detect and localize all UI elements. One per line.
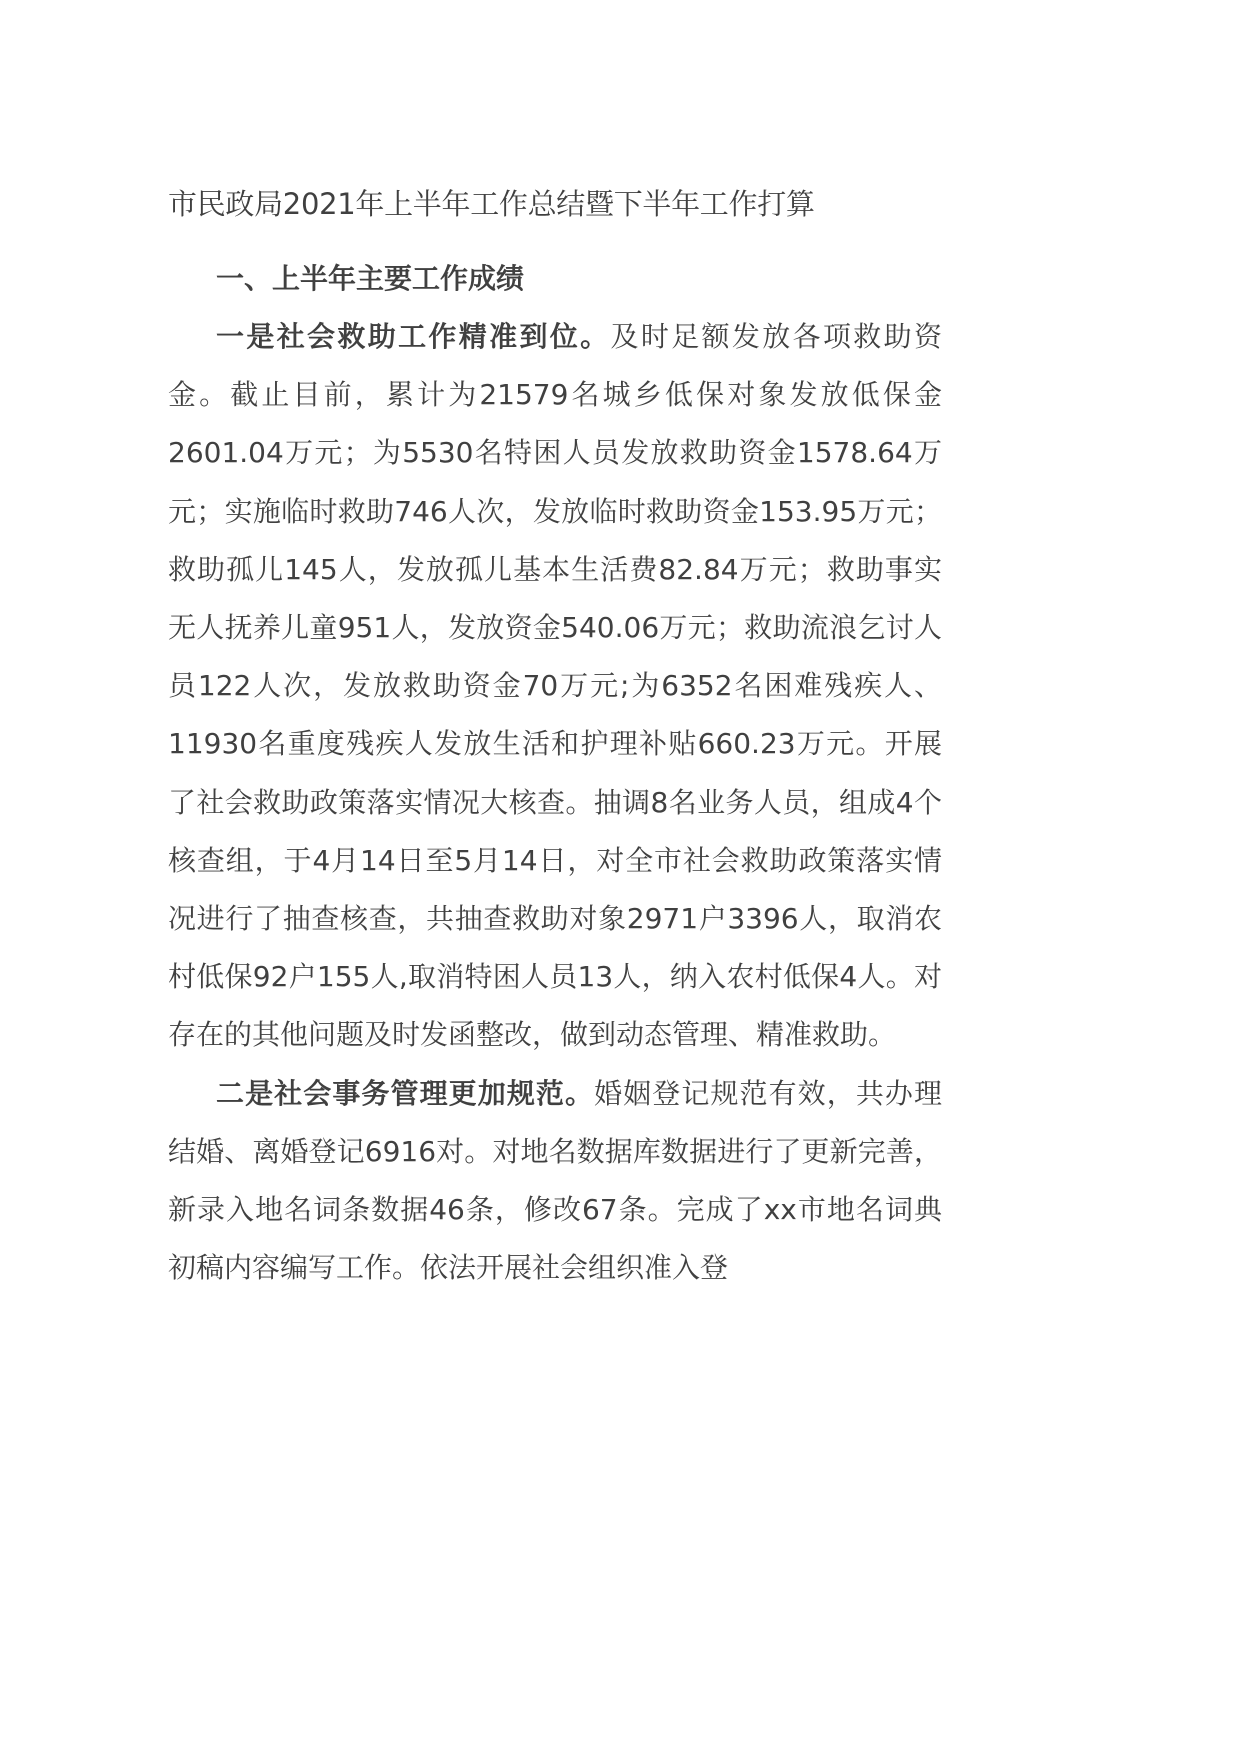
paragraph-lead: 一是社会救助工作精准到位。 bbox=[216, 320, 611, 353]
section-heading: 一、上半年主要工作成绩 bbox=[216, 262, 525, 295]
document-title: 市民政局2021年上半年工作总结暨下半年工作打算 bbox=[168, 187, 815, 221]
paragraph-social-assistance bbox=[168, 308, 942, 1065]
paragraph-social-affairs bbox=[168, 1065, 942, 1298]
document-page bbox=[168, 178, 942, 1297]
paragraph-body: 及时足额发放各项救助资金。截止目前，累计为21579名城乡低保对象发放低保金2601.04万元；为5530名特困人员发放救助资金1578.64万元；实施临时救助746人次，发放临时救助资金153.95万元；救助孤儿145人，发放孤儿基本生活费82.84万元；救助事实无人抚养儿童951人，发放资金540.06万元；救助流浪乞讨人员122人次，发放救助资金70万元;为6352名困难残疾人、11930名重度残疾人发放生活和护理补贴660.23万元。开展了社会救助政策落实情况大核查。抽调8名业务人员，组成4个核查组，于4月14日至5月14日，对全市社会救助政策落实情况进行了抽查核查，共抽查救助对象2971户3396人，取消农村低保92户155人,取消特困人员13人，纳入农村低保4人。对存在的其他问题及时发函整改，做到动态管理、精准救助。 bbox=[168, 320, 942, 1052]
paragraph-lead: 二是社会事务管理更加规范。 bbox=[216, 1076, 595, 1110]
paragraph-body: 婚姻登记规范有效，共办理结婚、离婚登记6916对。对地名数据库数据进行了更新完善，新录入地名词条数据46条，修改67条。完成了xx市地名词典初稿内容编写工作。依法开展社会组织准入登 bbox=[168, 1076, 942, 1285]
